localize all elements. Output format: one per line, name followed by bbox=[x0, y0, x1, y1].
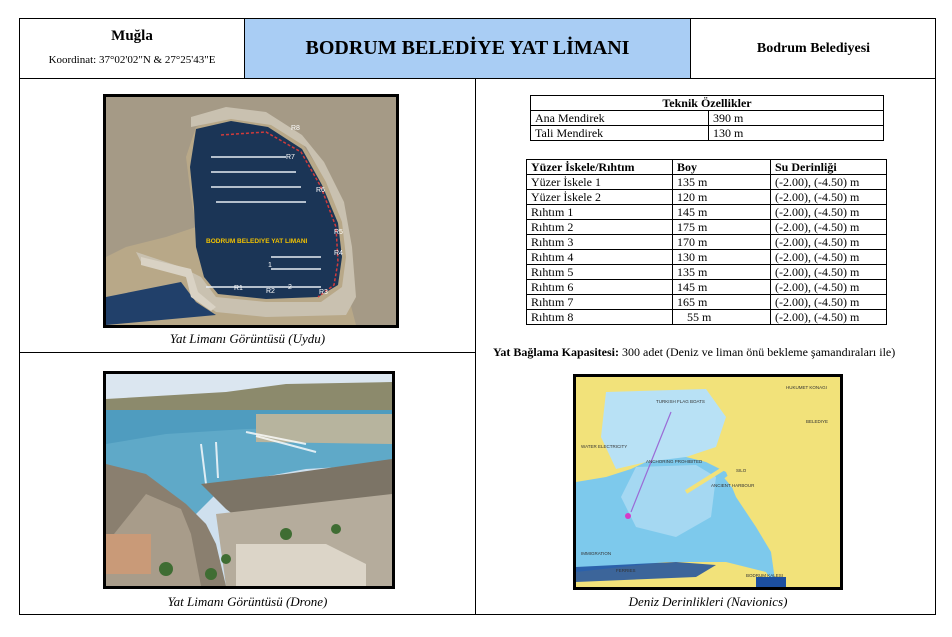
pier-name: Rıhtım 6 bbox=[527, 280, 673, 295]
pier-name: Rıhtım 5 bbox=[527, 265, 673, 280]
pier-length: 130 m bbox=[673, 250, 771, 265]
pier-length: 165 m bbox=[673, 295, 771, 310]
satellite-label-r7: R7 bbox=[286, 154, 295, 161]
pier-header-length: Boy bbox=[673, 160, 771, 175]
satellite-label-r5: R5 bbox=[334, 229, 343, 236]
table-row bbox=[527, 175, 887, 190]
pier-depth: (-2.00), (-4.50) m bbox=[771, 190, 887, 205]
nav-label-ferries: FERRIES bbox=[616, 568, 636, 573]
table-row bbox=[527, 235, 887, 250]
nav-label-immigration: IMMIGRATION bbox=[581, 551, 612, 556]
pier-length: 175 m bbox=[673, 220, 771, 235]
pier-depth: (-2.00), (-4.50) m bbox=[771, 280, 887, 295]
document-frame bbox=[19, 18, 936, 615]
table-row bbox=[531, 126, 884, 141]
table-row bbox=[527, 250, 887, 265]
capacity-line bbox=[493, 345, 895, 360]
coordinates: Koordinat: 37°02'02"N & 27°25'43"E bbox=[48, 54, 216, 66]
satellite-label-r1: R1 bbox=[234, 285, 243, 292]
pier-name: Rıhtım 1 bbox=[527, 205, 673, 220]
nav-label-kalesi: BODRUM KALESI bbox=[746, 573, 784, 578]
pier-depth: (-2.00), (-4.50) m bbox=[771, 295, 887, 310]
table-row bbox=[527, 205, 887, 220]
pier-length: 135 m bbox=[673, 265, 771, 280]
province-name: Muğla bbox=[111, 28, 153, 44]
table-row bbox=[531, 111, 884, 126]
satellite-image bbox=[103, 94, 399, 328]
pier-name: Yüzer İskele 2 bbox=[527, 190, 673, 205]
nav-label-silo: SILO bbox=[736, 468, 747, 473]
nav-label-belediye: BELEDIYE bbox=[806, 419, 829, 424]
pier-depth: (-2.00), (-4.50) m bbox=[771, 235, 887, 250]
page-title: BODRUM BELEDİYE YAT LİMANI bbox=[245, 19, 691, 79]
operator-name: Bodrum Belediyesi bbox=[691, 19, 936, 79]
pier-depth: (-2.00), (-4.50) m bbox=[771, 220, 887, 235]
table-row bbox=[527, 310, 887, 325]
pier-length: 120 m bbox=[673, 190, 771, 205]
navionics-image bbox=[573, 374, 843, 590]
satellite-label-r4: R4 bbox=[334, 250, 343, 257]
satellite-label-r2: R2 bbox=[266, 288, 275, 295]
table-row bbox=[527, 280, 887, 295]
pier-name: Rıhtım 3 bbox=[527, 235, 673, 250]
pier-length: 145 m bbox=[673, 205, 771, 220]
satellite-label-r3: R3 bbox=[319, 289, 328, 296]
pier-header-depth: Su Derinliği bbox=[771, 160, 887, 175]
row-divider bbox=[20, 352, 475, 353]
navionics-caption: Deniz Derinlikleri (Navionics) bbox=[628, 594, 788, 609]
nav-label-flag-boats: TURKISH FLAG BOATS bbox=[656, 399, 705, 404]
drone-caption: Yat Limanı Görüntüsü (Drone) bbox=[167, 594, 328, 609]
drone-image bbox=[103, 371, 395, 589]
pier-length: 170 m bbox=[673, 235, 771, 250]
pier-length: 55 m bbox=[673, 310, 771, 325]
pier-length: 145 m bbox=[673, 280, 771, 295]
pier-name: Yüzer İskele 1 bbox=[527, 175, 673, 190]
pier-name: Rıhtım 4 bbox=[527, 250, 673, 265]
pier-header-name: Yüzer İskele/Rıhtım bbox=[527, 160, 673, 175]
pier-table bbox=[526, 159, 887, 325]
pier-name: Rıhtım 8 bbox=[527, 310, 673, 325]
pier-depth: (-2.00), (-4.50) m bbox=[771, 250, 887, 265]
spec-value: 130 m bbox=[709, 126, 884, 141]
table-row bbox=[527, 220, 887, 235]
satellite-label-2: 2 bbox=[288, 284, 292, 291]
spec-value: 390 m bbox=[709, 111, 884, 126]
satellite-label-r8: R8 bbox=[291, 125, 300, 132]
capacity-value: 300 adet (Deniz ve liman önü bekleme şamandıraları ile) bbox=[622, 345, 896, 359]
technical-specs-title: Teknik Özellikler bbox=[531, 96, 884, 111]
spec-name: Ana Mendirek bbox=[531, 111, 709, 126]
header-location bbox=[20, 19, 245, 79]
satellite-label-r6: R6 bbox=[316, 187, 325, 194]
nav-label-anchoring: ANCHORING PROHIBITED bbox=[646, 459, 703, 464]
capacity-label: Yat Bağlama Kapasitesi: bbox=[493, 345, 619, 359]
table-row bbox=[527, 265, 887, 280]
pier-depth: (-2.00), (-4.50) m bbox=[771, 265, 887, 280]
pier-length: 135 m bbox=[673, 175, 771, 190]
pier-name: Rıhtım 2 bbox=[527, 220, 673, 235]
table-row bbox=[527, 295, 887, 310]
table-row bbox=[527, 190, 887, 205]
satellite-label-1: 1 bbox=[268, 262, 272, 269]
satellite-map-label: BODRUM BELEDIYE YAT LIMANI bbox=[206, 238, 308, 245]
column-divider bbox=[475, 79, 476, 615]
pier-depth: (-2.00), (-4.50) m bbox=[771, 310, 887, 325]
pier-depth: (-2.00), (-4.50) m bbox=[771, 205, 887, 220]
technical-specs-table bbox=[530, 95, 884, 141]
spec-name: Tali Mendirek bbox=[531, 126, 709, 141]
nav-label-hukumet: HUKUMET KONAGI bbox=[786, 385, 827, 390]
pier-depth: (-2.00), (-4.50) m bbox=[771, 175, 887, 190]
pier-name: Rıhtım 7 bbox=[527, 295, 673, 310]
satellite-caption: Yat Limanı Görüntüsü (Uydu) bbox=[169, 331, 326, 346]
nav-label-ancient-harbour: ANCIENT HARBOUR bbox=[711, 483, 755, 488]
nav-label-water: WATER ELECTRICITY bbox=[581, 444, 628, 449]
